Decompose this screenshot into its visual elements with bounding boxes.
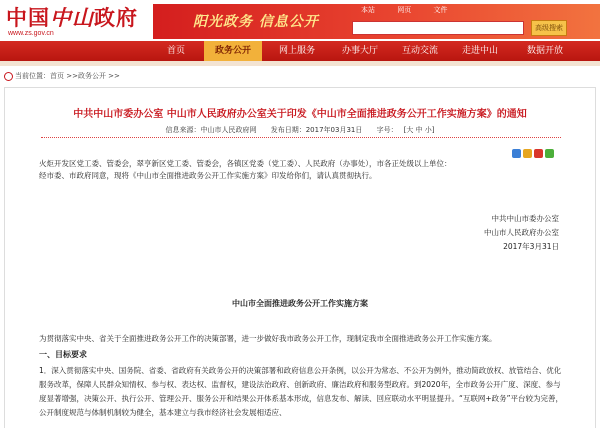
article-recipients: 火炬开发区党工委、管委会，翠亨新区党工委、管委会，各镇区党委（党工委）、人民政府（办事处），市各正处级以上单位： [39, 159, 452, 168]
logo-text-3: 政府 [94, 5, 138, 30]
breadcrumb-text[interactable]: 当前位置：首页 >>政务公开 >> [15, 72, 120, 80]
nav-item-gov-affairs[interactable]: 政务公开 [204, 41, 262, 61]
top-link-site[interactable]: 本站 [361, 6, 375, 14]
share-wechat-icon[interactable] [545, 149, 554, 158]
article-source: 信息来源：中山市人民政府网 [165, 126, 257, 134]
site-logo[interactable] [6, 6, 138, 30]
search-input[interactable] [352, 21, 524, 35]
article-recipients-paragraph [39, 158, 564, 182]
logo-text-1: 中国 [6, 5, 50, 30]
nav-item-home[interactable]: 首页 [166, 46, 185, 56]
location-icon [4, 72, 13, 81]
divider [41, 137, 561, 138]
logo-url: www.zs.gov.cn [8, 30, 54, 37]
article-date: 发布日期：2017年03月31日 [270, 126, 363, 134]
article-title: 中共中山市委办公室 中山市人民政府办公室关于印发《中山市全面推进政务公开工作实施方案》的通知 [73, 109, 527, 120]
font-size-label: 字号： [376, 126, 398, 134]
top-links [361, 5, 467, 15]
main-nav [0, 41, 600, 61]
breadcrumb [4, 71, 120, 81]
article-intro: 经市委、市政府同意，现将《中山市全面推进政务公开工作实施方案》印发给你们，请认真贯彻执行。 [39, 171, 377, 180]
logo-text-2: 中山 [50, 5, 94, 30]
banner-title: 阳光政务 信息公开 [193, 14, 319, 30]
advanced-search-button[interactable]: 高级搜索 [531, 20, 567, 36]
font-size-options[interactable]: [大 中 小] [403, 126, 435, 134]
site-header [0, 0, 600, 41]
sign-date: 2017年3月31日 [503, 242, 559, 251]
nav-item-about-zhongshan[interactable]: 走进中山 [461, 46, 498, 56]
article-meta [5, 125, 595, 135]
article-container [4, 87, 596, 428]
document-paragraph: 1．深入贯彻落实中央、国务院、省委、省政府有关政务公开的决策部署和政府信息公开条例，以公开为常态、不公开为例外，推动简政放权、放管结合、优化服务改革，保障人民群众知情权、参与权、表达权、监督权，建设法治政府、创新政府、廉洁政府和服务型政府。到2020年，全市政务公开广度、深度、参与度显著增强，决策公开、执行公开、管理公开、服务公开和结果公开体系基本形成，信息发布、解读、回应联动水平明显提升。“互联网+政务”平台较为完善，公开制度规范与体制机制较为健全，基本建立与我市经济社会发展相适应、 [39, 366, 564, 417]
document-title: 中山市全面推进政务公开工作实施方案 [232, 299, 368, 308]
header-banner [153, 4, 600, 39]
sub-nav-strip [0, 61, 600, 66]
section-heading: 一、目标要求 [39, 350, 87, 359]
nav-item-online-services[interactable]: 网上服务 [278, 46, 315, 56]
share-weibo-icon[interactable] [534, 149, 543, 158]
top-link-web[interactable]: 网页 [397, 6, 412, 14]
nav-item-interaction[interactable]: 互动交流 [401, 46, 438, 56]
nav-item-open-data[interactable]: 数据开放 [526, 46, 563, 56]
share-qzone-icon[interactable] [523, 149, 532, 158]
signer-2: 中山市人民政府办公室 [484, 228, 559, 237]
nav-item-service-hall[interactable]: 办事大厅 [341, 46, 378, 56]
top-link-file[interactable]: 文件 [433, 6, 448, 14]
document-preface: 为贯彻落实中央、省关于全面推进政务公开工作的决策部署，进一步做好我市政务公开工作，现制定我市全面推进政务公开工作实施方案。 [39, 334, 497, 343]
share-plus-icon[interactable] [512, 149, 521, 158]
signer-1: 中共中山市委办公室 [491, 214, 559, 223]
